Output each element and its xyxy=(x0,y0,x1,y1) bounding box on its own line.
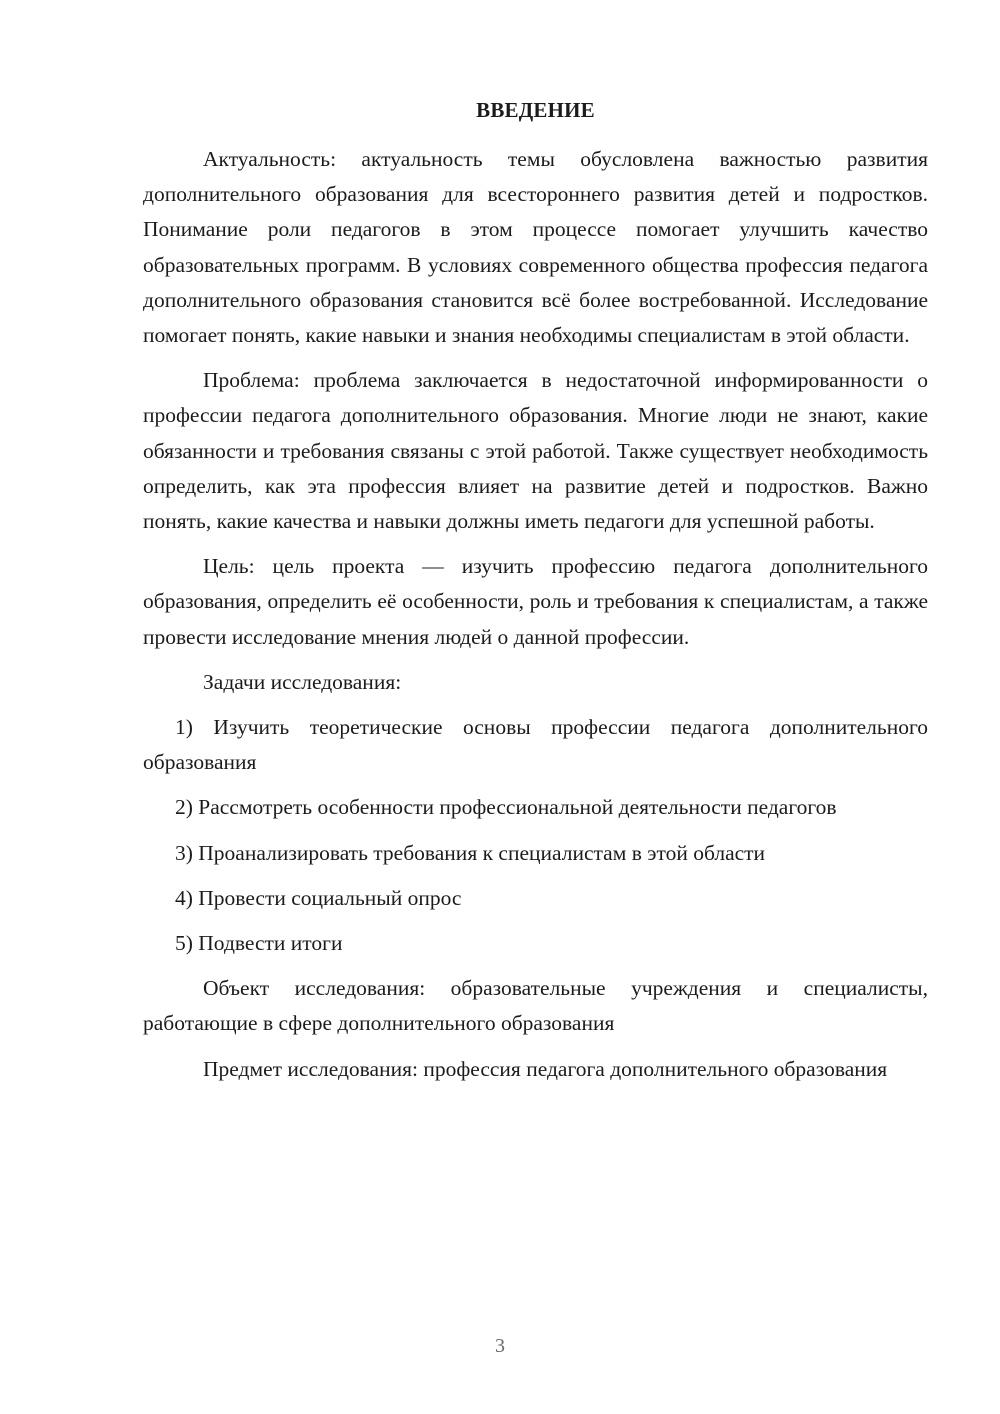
paragraph-goal: Цель: цель проекта — изучить профессию педагога дополнительного образования, определить её особенности, роль и требования к специалистам, а также провести исследование мнения людей о данной профессии. xyxy=(143,554,928,649)
task-item: 5) Подвести итоги xyxy=(175,931,343,956)
page-number: 3 xyxy=(495,1335,505,1357)
task-item: 4) Провести социальный опрос xyxy=(175,885,462,910)
document-body xyxy=(143,142,928,1097)
task-item: 2) Рассмотреть особенности профессиональной деятельности педагогов xyxy=(175,795,837,820)
paragraph-subject: Предмет исследования: профессия педагога дополнительного образования xyxy=(203,1056,888,1081)
task-item: 3) Проанализировать требования к специалистам в этой области xyxy=(175,840,766,865)
page-title: ВВЕДЕНИЕ xyxy=(476,98,595,122)
paragraph-tasks-heading: Задачи исследования: xyxy=(203,669,402,694)
paragraph-relevance: Актуальность: актуальность темы обусловлена важностью развития дополнительного образования для всестороннего развития детей и подростков. Понимание роли педагогов в этом процессе помогает улучшить качество образовательных программ. В условиях современного общества профессия педагога дополнительного образования становится всё более востребованной. Исследование помогает понять, какие навыки и знания необходимы специалистам в этой области. xyxy=(143,147,928,348)
paragraph-problem: Проблема: проблема заключается в недостаточной информированности о профессии педагога дополнительного образования. Многие люди не знают, какие обязанности и требования связаны с этой работой. Также существует необходимость определить, как эта профессия влияет на развитие детей и подростков. Важно понять, какие качества и навыки должны иметь педагоги для успешной работы. xyxy=(143,368,928,534)
task-item: 1) Изучить теоретические основы профессии педагога дополнительного образования xyxy=(143,715,928,775)
paragraph-object: Объект исследования: образовательные учреждения и специалисты, работающие в сфере дополнительного образования xyxy=(143,976,928,1036)
